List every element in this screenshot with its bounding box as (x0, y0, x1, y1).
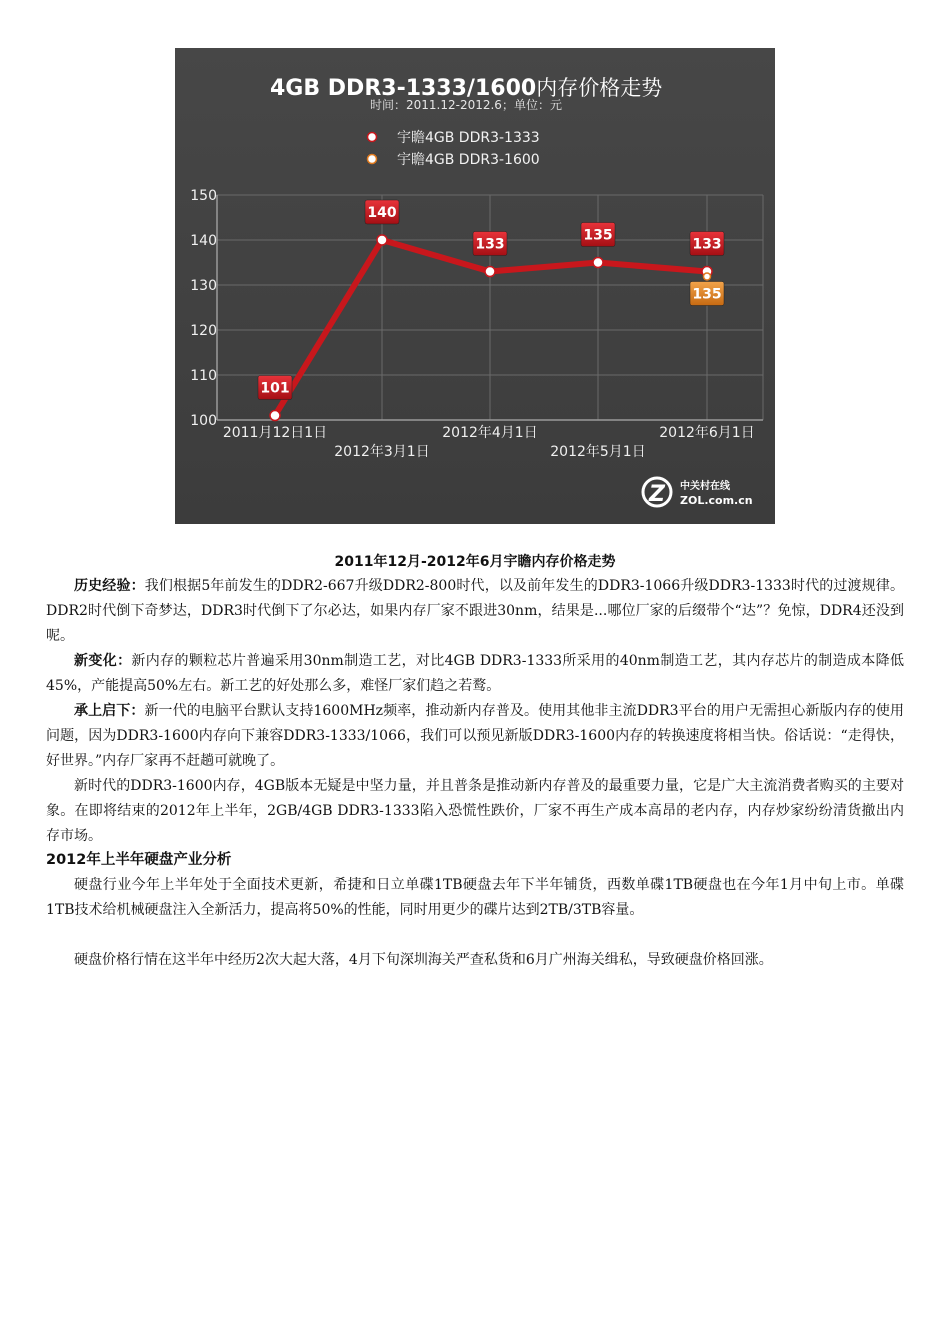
zol-logo-letter: Z (649, 482, 665, 507)
y-tick-label: 110 (190, 368, 217, 384)
paragraph-body: 硬盘行业今年上半年处于全面技术更新，希捷和日立单碟1TB硬盘去年下半年铺货，西数单碟1TB硬盘也在今年1月中旬上市。单碟1TB技术给机械硬盘注入全新活力，提高将50%的性能，同时用更少的碟片达到2TB/3TB容量。 (46, 877, 904, 918)
zol-brand-en: ZOL.com.cn (680, 494, 753, 507)
chart-title-part2: 内存价格走势 (536, 76, 663, 100)
data-label: 133 (692, 236, 722, 253)
x-tick-label: 2012年5月1日 (550, 444, 646, 460)
paragraph-lead: 新变化： (74, 653, 132, 669)
data-point (485, 267, 495, 277)
chart-canvas (175, 48, 775, 524)
paragraph-lead: 承上启下： (74, 703, 145, 719)
data-point (377, 235, 387, 245)
data-point (704, 273, 711, 280)
data-label: 133 (475, 236, 505, 253)
x-tick-label: 2012年4月1日 (442, 425, 538, 441)
paragraph-body: 新内存的颗粒芯片普遍采用30nm制造工艺，对比4GB DDR3-1333所采用的40nm制造工艺，其内存芯片的制造成本降低45%，产能提高50%左右。新工艺的好处那么多，难怪厂家们趋之若鹜。 (46, 653, 904, 694)
x-tick-label: 2011月12日1日 (222, 425, 328, 441)
legend-label-1600: 宇瞻4GB DDR3-1600 (397, 152, 540, 168)
price-trend-chart (175, 48, 775, 524)
x-tick-label: 2012年6月1日 (659, 425, 755, 441)
paragraph-body: 新时代的DDR3-1600内存，4GB版本无疑是中坚力量，并且普条是推动新内存普及的最重要力量，它是广大主流消费者购买的主要对象。在即将结束的2012年上半年，2GB/4GB DDR3-1333陷入恐慌性跌价，厂家不再生产成本高昂的老内存，内存炒家纷纷清货撤出内存市场。 (46, 778, 904, 844)
paragraph-lead: 历史经验： (74, 578, 145, 594)
data-label: 140 (367, 205, 397, 221)
paragraph-body: 我们根据5年前发生的DDR2-667升级DDR2-800时代，以及前年发生的DDR3-1066升级DDR3-1333时代的过渡规律。DDR2时代倒下奇梦达，DDR3时代倒下了尔必达，如果内存厂家不跟进30nm，结果是...哪位厂家的后缀带个“达”？免惊，DDR4还没到呢。 (46, 578, 904, 644)
data-label: 101 (260, 380, 290, 397)
chart-background (175, 48, 775, 524)
data-label: 135 (583, 227, 613, 244)
paragraph-hdd-tech (46, 873, 904, 923)
legend-label-1333: 宇瞻4GB DDR3-1333 (397, 130, 540, 146)
legend-marker-1333 (368, 133, 377, 142)
paragraph-transition (46, 699, 904, 774)
y-tick-label: 140 (190, 233, 217, 249)
y-tick-label: 120 (190, 323, 217, 339)
data-point (270, 411, 280, 421)
chart-subtitle: 时间：2011.12-2012.6；单位：元 (370, 98, 562, 112)
paragraph-new-era (46, 774, 904, 849)
y-tick-label: 150 (190, 188, 217, 204)
zol-brand-cn: 中关村在线 (680, 481, 730, 492)
section-heading: 2012年上半年硬盘产业分析 (46, 852, 232, 868)
paragraph-new-change (46, 649, 904, 699)
paragraph-hdd-price (46, 948, 904, 973)
x-tick-label: 2012年3月1日 (334, 444, 430, 460)
chart-title-part1: 4GB DDR3-1333/1600 (270, 76, 537, 101)
data-label: 135 (692, 286, 722, 303)
paragraph-history (46, 574, 904, 649)
chart-caption: 2011年12月-2012年6月宇瞻内存价格走势 (334, 554, 616, 570)
data-point (593, 258, 603, 268)
legend-marker-1600 (368, 155, 377, 164)
y-tick-label: 130 (190, 278, 217, 294)
y-tick-label: 100 (190, 413, 217, 429)
paragraph-body: 硬盘价格行情在这半年中经历2次大起大落，4月下旬深圳海关严查私货和6月广州海关缉私，导致硬盘价格回涨。 (74, 952, 773, 968)
paragraph-body: 新一代的电脑平台默认支持1600MHz频率，推动新内存普及。使用其他非主流DDR3平台的用户无需担心新版内存的使用问题，因为DDR3-1600内存向下兼容DDR3-1333/1066，我们可以预见新版DDR3-1600内存的转换速度将相当快。俗话说：“走得快，好世界。”内存厂家再不赶趟可就晚了。 (46, 703, 904, 769)
